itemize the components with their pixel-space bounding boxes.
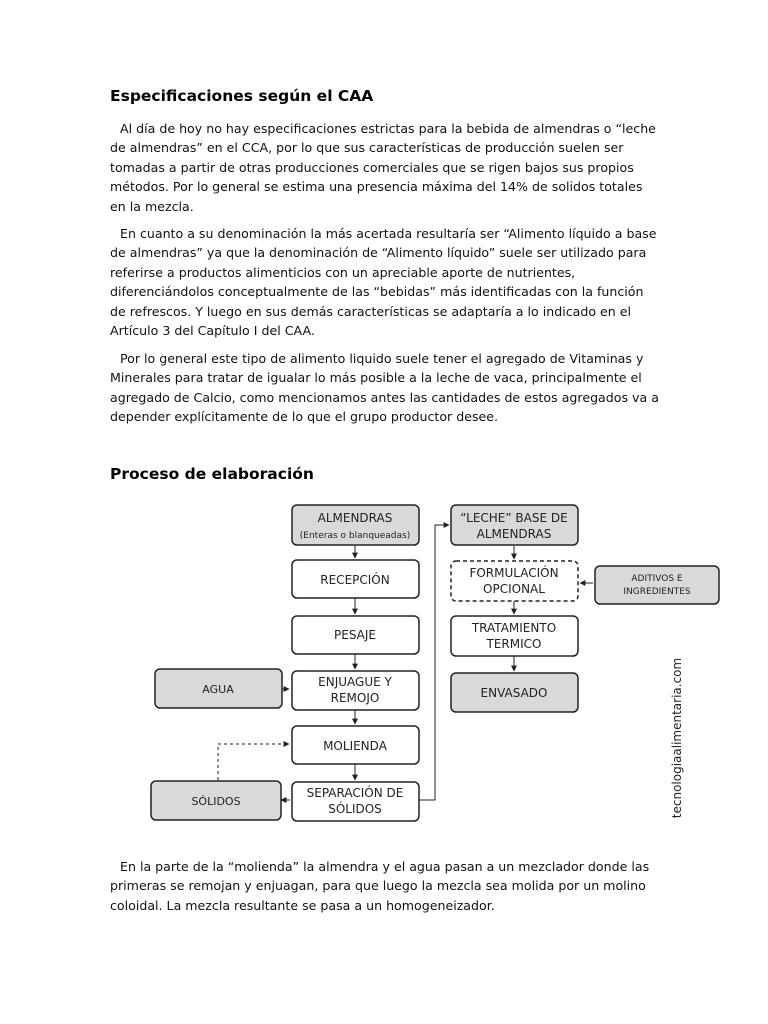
- label-formulacion-2: OPCIONAL: [483, 582, 545, 596]
- label-pesaje: PESAJE: [334, 628, 376, 642]
- label-solidos: SÓLIDOS: [191, 795, 241, 808]
- label-tratamiento-2: TERMICO: [486, 637, 542, 651]
- label-separacion-1: SEPARACIÓN DE: [306, 786, 404, 800]
- label-molienda: MOLIENDA: [323, 739, 387, 753]
- label-leche-1: “LECHE” BASE DE: [460, 511, 568, 525]
- box-aditivos: [595, 566, 719, 604]
- paragraph-proceso-1: En la parte de la “molienda” la almendra y el agua pasan a un mezclador donde las primeras se remojan y enjuagan, para que luego la mezcla sea molida por un molino coloidal. La mezcla resultante se pasa a un homogeneizador.: [110, 859, 650, 913]
- arrow-separacion-leche: [419, 525, 449, 800]
- label-aditivos-1: ADITIVOS E: [631, 574, 683, 584]
- label-enjuague-1: ENJUAGUE Y: [318, 675, 392, 689]
- label-tratamiento-1: TRATAMIENTO: [471, 621, 557, 635]
- label-enjuague-2: REMOJO: [330, 691, 380, 705]
- label-separacion-2: SÓLIDOS: [328, 802, 382, 816]
- label-leche-2: ALMENDRAS: [476, 527, 552, 541]
- arrow-solidos-recycle: [218, 744, 289, 780]
- section-title-proceso: Proceso de elaboración: [110, 465, 314, 483]
- watermark-text: tecnologiaalimentaria.com: [670, 657, 684, 819]
- label-recepcion: RECEPCIÓN: [320, 573, 390, 587]
- label-envasado: ENVASADO: [480, 686, 548, 700]
- paragraph-specs-3: Por lo general este tipo de alimento liquido suele tener el agregado de Vitaminas y Minerales para tratar de igualar lo más posible a la leche de vaca, principalmente el agregado de Calcio, como mencionamos antes las cantidades de estos agregados va a depender explícitamente de lo que el grupo productor desee.: [110, 351, 659, 425]
- label-agua: AGUA: [202, 683, 234, 696]
- label-formulacion-1: FORMULACIÓN: [469, 566, 559, 580]
- paragraph-specs-2: En cuanto a su denominación la más acertada resultaría ser “Alimento líquido a base de almendras” ya que la denominación de “Alimento líquido” suele ser utilizado para referirse a productos alimenticios con un apreciable aporte de nutrientes, diferenciándolos conceptualmente de las “bebidas” más identificadas con la función de refrescos. Y luego en sus demás características se adaptaría a lo indicado en el Artículo 3 del Capítulo I del CAA.: [110, 226, 657, 339]
- label-almendras: ALMENDRAS: [317, 511, 393, 525]
- label-almendras-sub: (Enteras o blanqueadas): [299, 531, 411, 541]
- section-title-especificaciones: Especificaciones según el CAA: [110, 87, 374, 105]
- label-aditivos-2: INGREDIENTES: [623, 587, 691, 597]
- paragraph-specs-1: Al día de hoy no hay especificaciones estrictas para la bebida de almendras o “leche de almendras” en el CCA, por lo que sus características de producción suelen ser tomadas a partir de otras producciones comerciales que se rigen bajos sus propios métodos. Por lo general se estima una presencia máxima del 14% de solidos totales en la mezcla.: [110, 121, 656, 214]
